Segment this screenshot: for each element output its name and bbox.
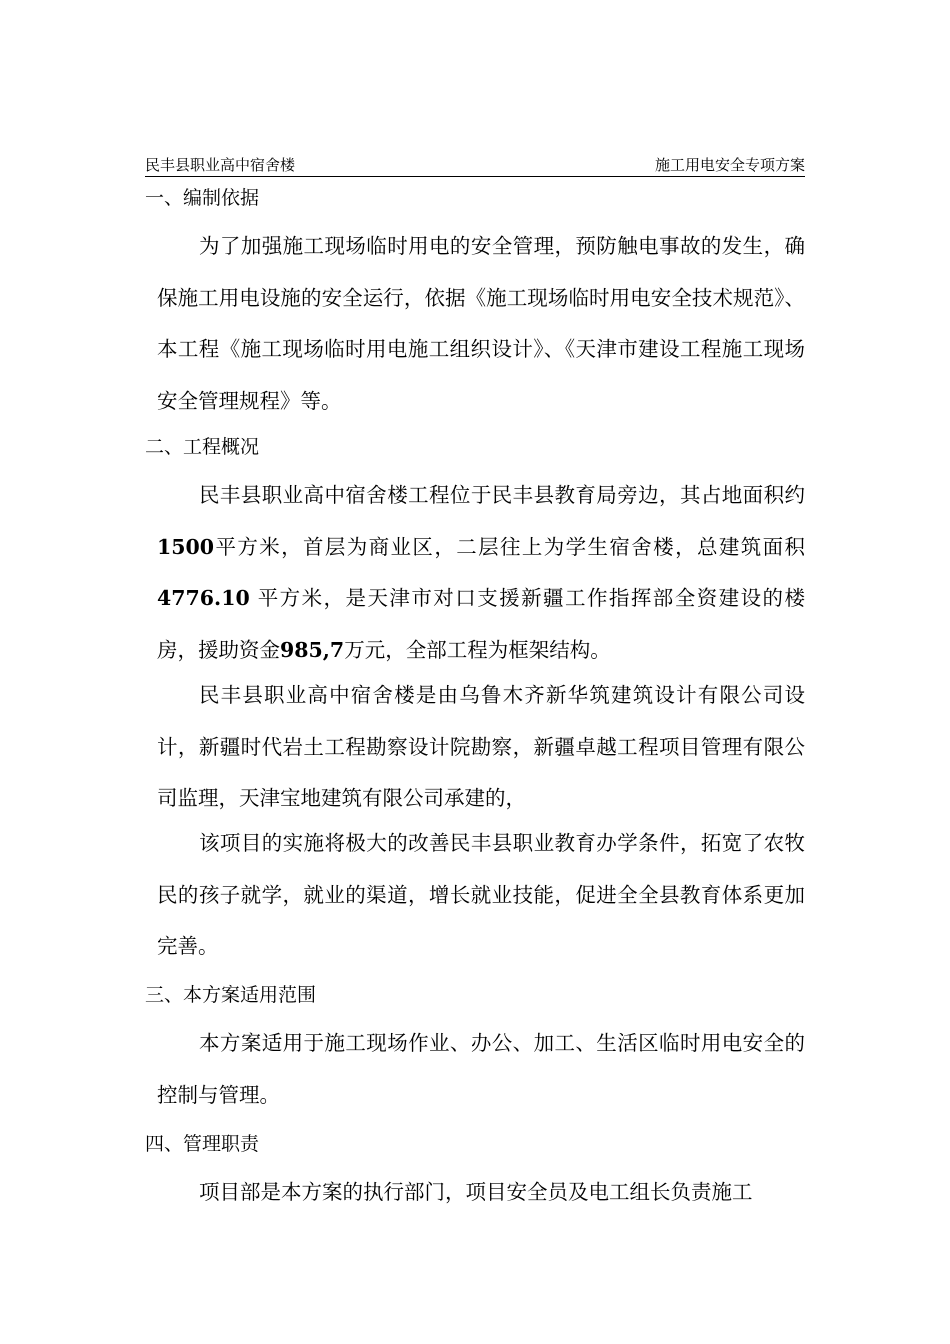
section-2-paragraph-2: 民丰县职业高中宿舍楼是由乌鲁木齐新华筑建筑设计有限公司设计，新疆时代岩土工程勘察设计院勘察，新疆卓越工程项目管理有限公司监理，天津宝地建筑有限公司承建的， bbox=[157, 683, 805, 810]
header-project-name: 民丰县职业高中宿舍楼 bbox=[145, 156, 296, 174]
section-heading-1: 一、编制依据 bbox=[145, 187, 260, 209]
section-1-paragraph-1: 为了加强施工现场临时用电的安全管理，预防触电事故的发生，确保施工用电设施的安全运行，依据《施工现场临时用电安全技术规范》、本工程《施工现场临时用电施工组织设计》、《天津市建设工程施工现场安全管理规程》等。 bbox=[157, 234, 805, 413]
overview-text-3: 平方米，是天津市对口支援新疆工作指挥部全资建设的楼房，援助资金 bbox=[157, 586, 805, 662]
section-heading-4: 四、管理职责 bbox=[145, 1133, 260, 1155]
header-document-title: 施工用电安全专项方案 bbox=[654, 156, 805, 174]
building-area-value: 4776.10 bbox=[157, 586, 250, 610]
section-heading-3: 三、本方案适用范围 bbox=[145, 984, 317, 1006]
section-2-paragraph-1 bbox=[157, 470, 805, 676]
overview-text-1: 民丰县职业高中宿舍楼工程位于民丰县教育局旁边，其占地面积约 bbox=[199, 483, 805, 507]
section-3-paragraph-1: 本方案适用于施工现场作业、办公、加工、生活区临时用电安全的控制与管理。 bbox=[157, 1031, 805, 1107]
section-2-paragraph-3: 该项目的实施将极大的改善民丰县职业教育办学条件，拓宽了农牧民的孩子就学，就业的渠道，增长就业技能，促进全全县教育体系更加完善。 bbox=[157, 831, 805, 958]
section-4-paragraph-1: 项目部是本方案的执行部门，项目安全员及电工组长负责施工 bbox=[199, 1180, 753, 1204]
funding-value: 985,7 bbox=[280, 637, 345, 662]
page-header bbox=[145, 152, 805, 177]
site-area-value: 1500 bbox=[157, 534, 215, 559]
overview-text-2: 平方米，首层为商业区，二层往上为学生宿舍楼，总建筑面积 bbox=[214, 534, 805, 559]
overview-text-4: 万元，全部工程为框架结构。 bbox=[344, 637, 611, 662]
section-heading-2: 二、工程概况 bbox=[145, 436, 260, 458]
